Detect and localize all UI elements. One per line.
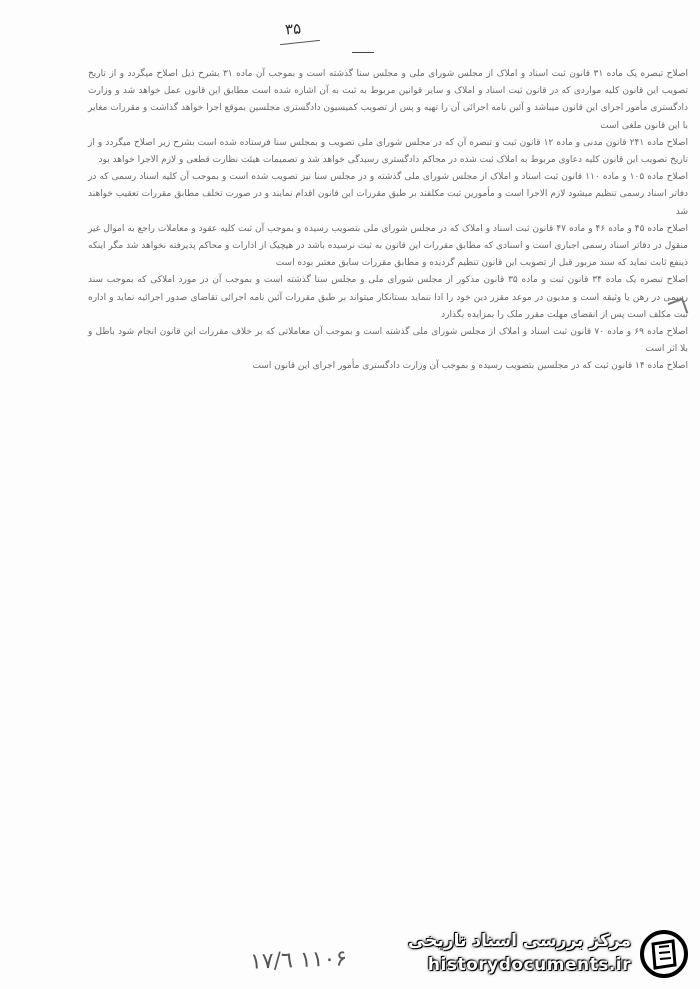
watermark-logo <box>408 925 693 983</box>
paragraph: اصلاح ماده ۴۵ و ماده ۴۶ و ماده ۴۷ قانون ثبت اسناد و املاک که در مجلس شورای ملی بتصویب رسیده و بموجب آن ثبت کلیه عقود و معاملات راجع به اموال غیر منقول در دفاتر اسناد رسمی اجباری است و اسنادی که مطابق مقررات این قانون به ثبت نرسیده باشد در هیچیک از ادارات و محاکم پذیرفته نخواهد شد مگر اینکه ذینفع ثابت نماید که سند مزبور قبل از تصویب این قانون تنظیم گردیده و مطابق مقررات سابق معتبر بوده است <box>88 223 689 269</box>
archive-logo-icon <box>639 929 689 979</box>
handwritten-number: ۱۷/٦ ۱۱۰۶ <box>249 946 348 975</box>
paragraph: اصلاح ماده ۱۰۵ و ماده ۱۱۰ قانون ثبت اسناد و املاک از مجلس شورای ملی گذشته و در مجلس سنا نیز تصویب شده است و بموجب آن کلیه اسناد رسمی که در دفاتر اسناد رسمی تنظیم میشود لازم الاجرا است و مأمورین ثبت مکلفند بر طبق مقررات این قانون اقدام نمایند و در صورت تخلف مطابق مقررات تعقیب خواهند شد <box>88 172 688 217</box>
page-number-underline <box>280 40 320 45</box>
paragraph: اصلاح ماده ۲۴۱ قانون مدنی و ماده ۱۲ قانون ثبت و تبصره آن که در مجلس شورای ملی تصویب و بمجلس سنا فرستاده شده است بشرح زیر اصلاح میگردد و از تاریخ تصویب این قانون کلیه دعاوی مربوط به املاک ثبت شده در محاکم دادگستری رسیدگی خواهد شد و تصمیمات هیئت نظارت قطعی و لازم الاجرا خواهد بود <box>88 137 689 166</box>
page-number: ۳۵ <box>284 19 302 39</box>
watermark-title: مرکز بررسی اسناد تاریخی <box>408 931 631 951</box>
top-divider <box>352 52 374 53</box>
document-body <box>88 66 688 376</box>
watermark-url: historydocuments.ir <box>427 955 631 975</box>
paragraph: اصلاح ماده ۱۴ قانون ثبت که در مجلسین بتصویب رسیده و بموجب آن وزارت دادگستری مأمور اجرای این قانون است <box>252 361 688 372</box>
paragraph: اصلاح تبصره یک ماده ۳۱ قانون ثبت اسناد و املاک از مجلس شورای ملی و مجلس سنا گذشته است و بموجب آن ماده ۳۱ بشرح ذیل اصلاح میگردد و از تاریخ تصویب این قانون کلیه مواردی که در قانون ثبت اسناد و املاک و سایر قوانین مربوط به ثبت به آن اشاره شده است مطابق این قانون عمل خواهد شد و وزارت دادگستری مأمور اجرای این قانون میباشد و آئین نامه اجرائی آن را تهیه و پس از تصویب کمیسیون دادگستری مجلسین بموقع اجرا خواهد گذاشت و مقررات مغایر با این قانون ملغی است <box>88 69 688 131</box>
paragraph: اصلاح تبصره یک ماده ۳۴ قانون ثبت و ماده ۳۵ قانون مذکور از مجلس شورای ملی و مجلس سنا گذشته است و بموجب آن در مورد املاکی که بموجب سند رسمی در رهن یا وثیقه است و مدیون در موعد مقرر دین خود را ادا ننماید بستانکار میتواند بر طبق مقررات آئین نامه اجرائی تقاضای صدور اجرائیه نماید و اداره ثبت مکلف است پس از انقضای مهلت مقرر ملک را بمزایده بگذارد <box>88 275 688 320</box>
paragraph: اصلاح ماده ۶۹ و ماده ۷۰ قانون ثبت اسناد و املاک از مجلس شورای ملی گذشته است و بموجب آن معاملاتی که بر خلاف مقررات این قانون انجام شود باطل و بلا اثر است <box>88 327 688 355</box>
